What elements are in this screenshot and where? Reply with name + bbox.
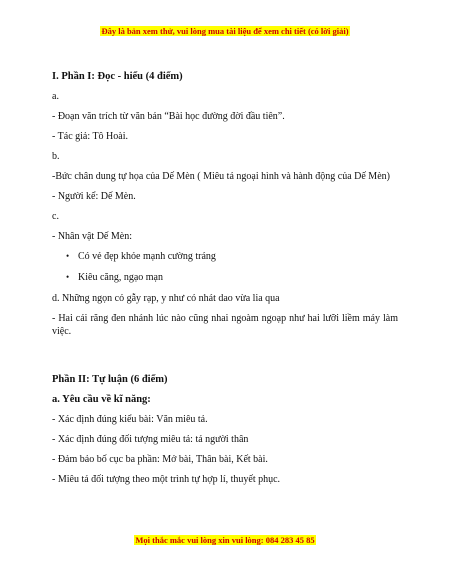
bullet-icon: •: [66, 251, 70, 261]
part1-a-line1: - Đoạn văn trích từ văn bản “Bài học đường đời đầu tiên”.: [52, 111, 285, 122]
part1-a-line2: - Tác giả: Tô Hoài.: [52, 131, 128, 142]
part2-item: - Đảm bảo bố cục ba phần: Mở bài, Thân bài, Kết bài.: [52, 454, 268, 465]
list-item: [66, 271, 398, 284]
part1-b-line2: - Người kể: Dế Mèn.: [52, 191, 136, 202]
part1-b-label: b.: [52, 151, 60, 162]
contact-banner-text: Mọi thắc mắc vui lòng xin vui lòng: 084 283 45 85: [135, 535, 315, 545]
document-body: [52, 70, 398, 493]
part2-sub-heading: a. Yêu cầu về kĩ năng:: [52, 394, 151, 405]
part1-heading: I. Phần I: Đọc - hiểu (4 điểm): [52, 71, 183, 82]
part1-d-line2: - Hai cái răng đen nhánh lúc nào cũng nhai ngoàm ngoạp như hai lưỡi liềm máy làm việc.: [52, 313, 398, 337]
contact-banner: [0, 535, 450, 545]
preview-banner-text: Đây là bản xem thử, vui lòng mua tài liệu để xem chi tiết (có lời giải): [101, 26, 349, 36]
part1-c-bullet-list: [52, 250, 398, 284]
part2-item: - Miêu tả đối tượng theo một trình tự hợp lí, thuyết phục.: [52, 474, 281, 485]
bullet-icon: •: [66, 272, 70, 282]
part2-item: - Xác định đúng kiểu bài: Văn miêu tả.: [52, 414, 208, 425]
part2-item: - Xác định đúng đối tượng miêu tả: tả người thân: [52, 434, 249, 445]
part1-c-label: c.: [52, 211, 59, 222]
preview-banner: [0, 26, 450, 36]
part1-a-label: a.: [52, 91, 59, 102]
part1-d-line1: d. Những ngọn cỏ gẫy rạp, y như có nhát dao vừa lia qua: [52, 293, 280, 304]
list-item: [66, 250, 398, 263]
bullet-text: Có vẻ đẹp khỏe mạnh cường tráng: [78, 251, 216, 262]
part2-heading: Phần II: Tự luận (6 điểm): [52, 374, 168, 385]
part1-b-line1: -Bức chân dung tự họa của Dế Mèn ( Miêu tả ngoại hình và hành động của Dế Mèn): [52, 171, 390, 182]
bullet-text: Kiêu căng, ngạo mạn: [78, 272, 163, 283]
part1-c-line1: - Nhân vật Dế Mèn:: [52, 231, 132, 242]
section-spacer: [52, 345, 398, 373]
